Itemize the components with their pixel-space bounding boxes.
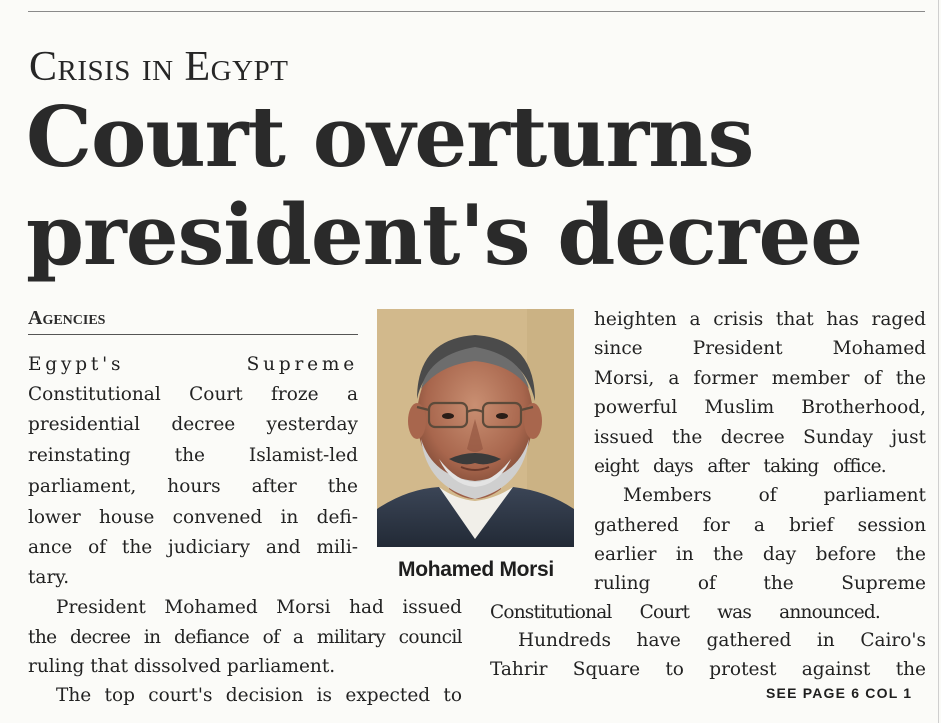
text-line: Egypt's Supreme [28, 354, 358, 375]
text-line: Hundreds have gathered in Cairo's [518, 630, 926, 651]
text-line: Constitutional Court froze a [28, 384, 358, 405]
text-line: since President Mohamed [594, 338, 926, 359]
photo-caption: Mohamed Morsi [398, 558, 554, 581]
text-line: President Mohamed Morsi had issued [56, 597, 462, 618]
top-rule [28, 11, 925, 12]
byline-rule [28, 334, 358, 335]
text-line: tary. [28, 567, 70, 588]
right-border [938, 0, 939, 723]
text-line: powerful Muslim Brotherhood, [594, 397, 926, 418]
portrait-photo [377, 309, 574, 547]
text-line: reinstating the Islamist-led [28, 445, 358, 466]
portrait-illustration [377, 309, 574, 547]
text-line: lower house convened in defi- [28, 507, 358, 528]
text-line: The top court's decision is expected to [56, 685, 462, 706]
text-line: gathered for a brief session [594, 515, 926, 536]
text-line: Constitutional Court was announced. [490, 602, 880, 623]
text-line: presidential decree yesterday [28, 414, 358, 435]
text-line: Tahrir Square to protest against the [490, 659, 926, 680]
text-line: the decree in defiance of a military council [28, 627, 462, 648]
headline [26, 88, 926, 284]
text-line: ruling that dissolved parliament. [28, 656, 336, 677]
text-line: issued the decree Sunday just [594, 427, 926, 448]
section-kicker: Crisis in Egypt [29, 44, 289, 90]
text-line: heighten a crisis that has raged [594, 309, 926, 330]
headline-line-1: Court overturns [26, 88, 754, 186]
headline-line-2: president's decree [26, 186, 863, 284]
text-line: earlier in the day before the [594, 544, 926, 565]
text-line: Morsi, a former member of the [594, 368, 926, 389]
text-line: ruling of the Supreme [594, 573, 926, 594]
byline: Agencies [28, 307, 106, 329]
text-line: Members of parliament [623, 485, 926, 506]
continued-jump-line: SEE PAGE 6 COL 1 [766, 685, 913, 701]
text-line: eight days after taking office. [594, 456, 886, 477]
text-line: parliament, hours after the [28, 476, 358, 497]
text-line: ance of the judiciary and mili- [28, 537, 358, 558]
